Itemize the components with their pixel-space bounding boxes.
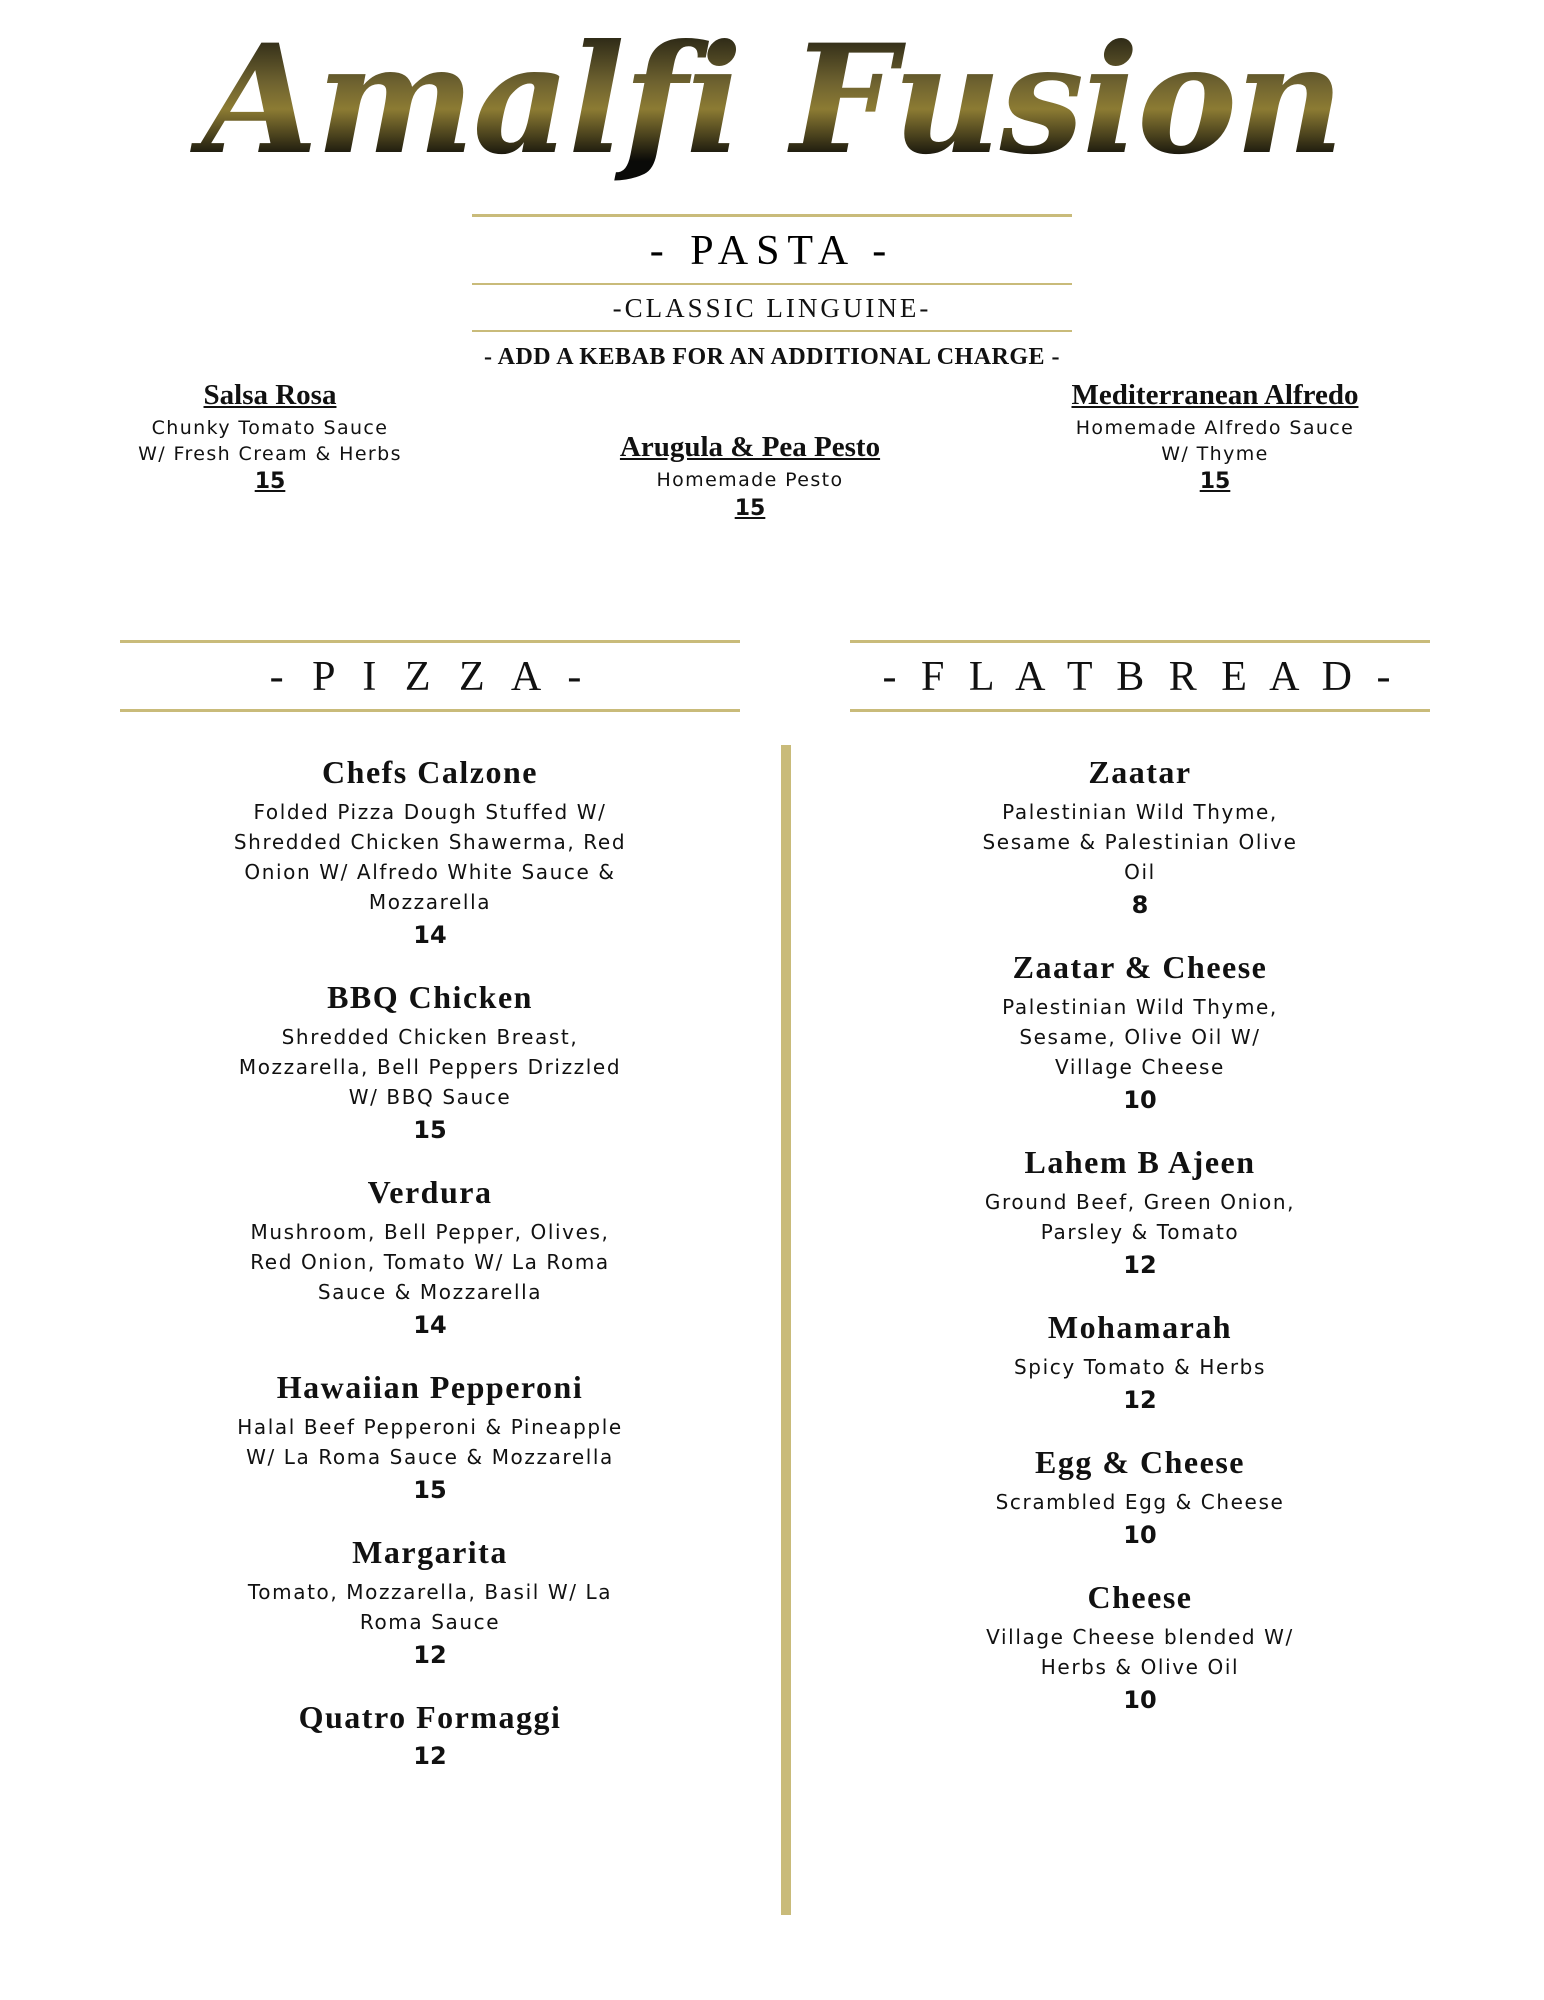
item-description: Spicy Tomato & Herbs (1014, 1355, 1266, 1379)
item-name: Arugula & Pea Pesto (619, 431, 881, 463)
divider-bottom (850, 709, 1430, 712)
item-name: Zaatar & Cheese (1012, 949, 1268, 985)
item-price: 12 (1123, 1386, 1157, 1414)
item-description: Palestinian Wild Thyme, Sesame, Olive Oil W/ Village Cheese (1002, 995, 1278, 1079)
menu-item (850, 1444, 1430, 1549)
menu-item (850, 1579, 1430, 1714)
flatbread-column (850, 640, 1430, 1714)
item-price: 14 (413, 921, 447, 949)
item-name: Hawaiian Pepperoni (276, 1369, 584, 1405)
menu-item (850, 754, 1430, 919)
item-description: Mushroom, Bell Pepper, Olives, Red Onion, Tomato W/ La Roma Sauce & Mozzarella (250, 1220, 610, 1304)
menu-columns (0, 640, 1544, 2000)
divider-bottom (472, 330, 1072, 332)
menu-item (70, 379, 470, 494)
item-name: Salsa Rosa (203, 379, 337, 411)
item-description: Ground Beef, Green Onion, Parsley & Tomato (984, 1190, 1296, 1244)
pizza-heading: - P I Z Z A - (269, 654, 591, 700)
item-description: Homemade Alfredo Sauce W/ Thyme (1075, 417, 1355, 465)
item-price: 15 (1199, 469, 1231, 495)
pasta-heading: - PASTA - (649, 228, 895, 274)
item-name: Egg & Cheese (1035, 1444, 1245, 1480)
item-description: Palestinian Wild Thyme, Sesame & Palestinian Olive Oil (982, 800, 1298, 884)
item-name: Mediterranean Alfredo (1071, 379, 1359, 411)
pizza-column (120, 640, 740, 1770)
item-name: Lahem B Ajeen (1024, 1144, 1256, 1180)
item-price: 14 (413, 1311, 447, 1339)
item-price: 12 (413, 1641, 447, 1669)
pizza-section-header (120, 640, 740, 712)
menu-item (540, 431, 960, 521)
menu-item (980, 379, 1450, 494)
item-name: Margarita (352, 1534, 508, 1570)
item-price: 12 (1123, 1251, 1157, 1279)
menu-item (850, 949, 1430, 1114)
item-description: Homemade Pesto (656, 469, 844, 491)
flatbread-section-header (850, 640, 1430, 712)
item-price: 15 (254, 469, 286, 495)
item-description: Scrambled Egg & Cheese (995, 1490, 1285, 1514)
item-name: Zaatar (1088, 754, 1192, 790)
item-price: 15 (413, 1476, 447, 1504)
pasta-items (0, 379, 1544, 519)
flatbread-heading: - F L A T B R E A D - (882, 654, 1398, 700)
divider-bottom (120, 709, 740, 712)
menu-item (120, 1369, 740, 1504)
item-name: Cheese (1087, 1579, 1193, 1615)
item-description: Chunky Tomato Sauce W/ Fresh Cream & Herbs (138, 417, 402, 465)
item-price: 12 (413, 1742, 447, 1770)
kebab-note: - ADD A KEBAB FOR AN ADDITIONAL CHARGE - (483, 344, 1061, 370)
menu-item (120, 754, 740, 949)
item-description: Halal Beef Pepperoni & Pineapple W/ La Roma Sauce & Mozzarella (237, 1415, 623, 1469)
restaurant-title: Amalfi Fusion (0, 14, 1544, 187)
pasta-subheading: -CLASSIC LINGUINE- (612, 293, 932, 323)
menu-item (850, 1309, 1430, 1414)
item-name: Mohamarah (1047, 1309, 1233, 1345)
pasta-section-header (472, 214, 1072, 332)
vertical-divider (781, 745, 791, 1915)
item-description: Village Cheese blended W/ Herbs & Olive Oil (986, 1625, 1294, 1679)
item-price: 10 (1123, 1521, 1157, 1549)
item-name: BBQ Chicken (327, 979, 533, 1015)
item-name: Chefs Calzone (322, 754, 538, 790)
item-price: 8 (1131, 891, 1149, 919)
menu-item (120, 1699, 740, 1770)
item-name: Verdura (367, 1174, 493, 1210)
item-name: Quatro Formaggi (298, 1699, 562, 1735)
item-description: Shredded Chicken Breast, Mozzarella, Bell Peppers Drizzled W/ BBQ Sauce (238, 1025, 622, 1109)
menu-item (120, 1534, 740, 1669)
menu-item (120, 1174, 740, 1339)
item-description: Tomato, Mozzarella, Basil W/ La Roma Sauce (247, 1580, 613, 1634)
menu-item (850, 1144, 1430, 1279)
menu-item (120, 979, 740, 1144)
item-price: 10 (1123, 1686, 1157, 1714)
item-description: Folded Pizza Dough Stuffed W/ Shredded Chicken Shawerma, Red Onion W/ Alfredo White Sauce & Mozzarella (233, 800, 627, 914)
item-price: 10 (1123, 1086, 1157, 1114)
item-price: 15 (413, 1116, 447, 1144)
menu-header (0, 0, 1544, 214)
item-price: 15 (734, 495, 766, 521)
